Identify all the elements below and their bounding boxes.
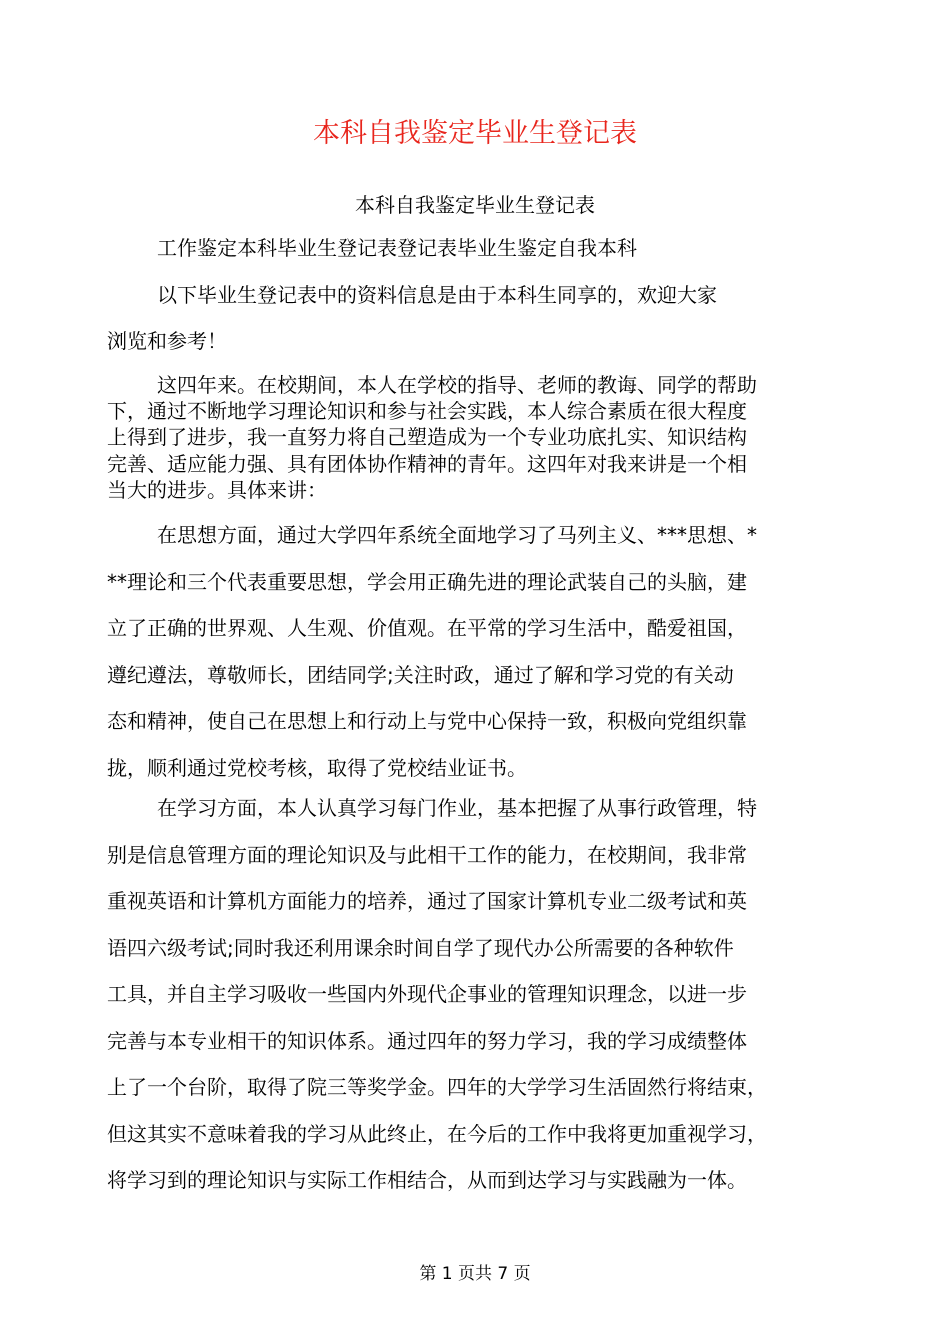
paragraph-line: 下，通过不断地学习理论知识和参与社会实践，本人综合素质在很大程度 bbox=[107, 399, 747, 424]
paragraph-line: 重视英语和计算机方面能力的培养，通过了国家计算机专业二级考试和英 bbox=[107, 889, 747, 913]
paragraph-line: 态和精神，使自己在思想上和行动上与党中心保持一致，积极向党组织靠 bbox=[107, 709, 747, 733]
page-title: 本科自我鉴定毕业生登记表 bbox=[313, 118, 637, 149]
paragraph-line: 上得到了进步，我一直努力将自己塑造成为一个专业功底扎实、知识结构 bbox=[107, 425, 747, 450]
paragraph-line: 语四六级考试;同时我还利用课余时间自学了现代办公所需要的各种软件 bbox=[107, 935, 734, 960]
paragraph-line: 在学习方面，本人认真学习每门作业，基本把握了从事行政管理，特 bbox=[157, 796, 757, 820]
document-subtitle: 本科自我鉴定毕业生登记表 bbox=[355, 193, 595, 217]
intro-line-2: 浏览和参考！ bbox=[107, 329, 227, 353]
intro-line-1: 以下毕业生登记表中的资料信息是由于本科生同享的，欢迎大家 bbox=[157, 283, 717, 307]
paragraph-line: 工具，并自主学习吸收一些国内外现代企事业的管理知识理念，以进一步 bbox=[107, 982, 747, 1006]
paragraph-ideology bbox=[107, 512, 837, 791]
paragraph-line: 遵纪遵法，尊敬师长，团结同学;关注时政，通过了解和学习党的有关动 bbox=[107, 662, 734, 687]
paragraph-line: 当大的进步。具体来讲： bbox=[107, 477, 327, 502]
paragraph-line: 别是信息管理方面的理论知识及与此相干工作的能力，在校期间，我非常 bbox=[107, 842, 747, 867]
paragraph-overview bbox=[107, 372, 837, 503]
paragraph-line: 将学习到的理论知识与实际工作相结合，从而到达学习与实践融为一体。 bbox=[107, 1168, 747, 1192]
paragraph-study bbox=[107, 785, 837, 1204]
paragraph-line: 完善与本专业相干的知识体系。通过四年的努力学习，我的学习成绩整体 bbox=[107, 1028, 747, 1053]
keywords-line: 工作鉴定本科毕业生登记表登记表毕业生鉴定自我本科 bbox=[157, 236, 637, 260]
page-number: 第 1 页共 7 页 bbox=[419, 1264, 531, 1284]
paragraph-line: 但这其实不意味着我的学习从此终止，在今后的工作中我将更加重视学习， bbox=[107, 1121, 767, 1146]
paragraph-line: **理论和三个代表重要思想，学会用正确先进的理论武装自己的头脑，建 bbox=[107, 569, 747, 594]
paragraph-line: 拢，顺利通过党校考核，取得了党校结业证书。 bbox=[107, 755, 527, 780]
paragraph-line: 立了正确的世界观、人生观、价值观。在平常的学习生活中，酷爱祖国， bbox=[107, 616, 747, 640]
paragraph-line: 上了一个台阶，取得了院三等奖学金。四年的大学学习生活固然行将结束， bbox=[107, 1075, 767, 1099]
paragraph-line: 完善、适应能力强、具有团体协作精神的青年。这四年对我来讲是一个相 bbox=[107, 451, 747, 476]
paragraph-line: 这四年来。在校期间，本人在学校的指导、老师的教诲、同学的帮助 bbox=[157, 373, 757, 397]
paragraph-line: 在思想方面，通过大学四年系统全面地学习了马列主义、***思想、* bbox=[157, 523, 757, 547]
